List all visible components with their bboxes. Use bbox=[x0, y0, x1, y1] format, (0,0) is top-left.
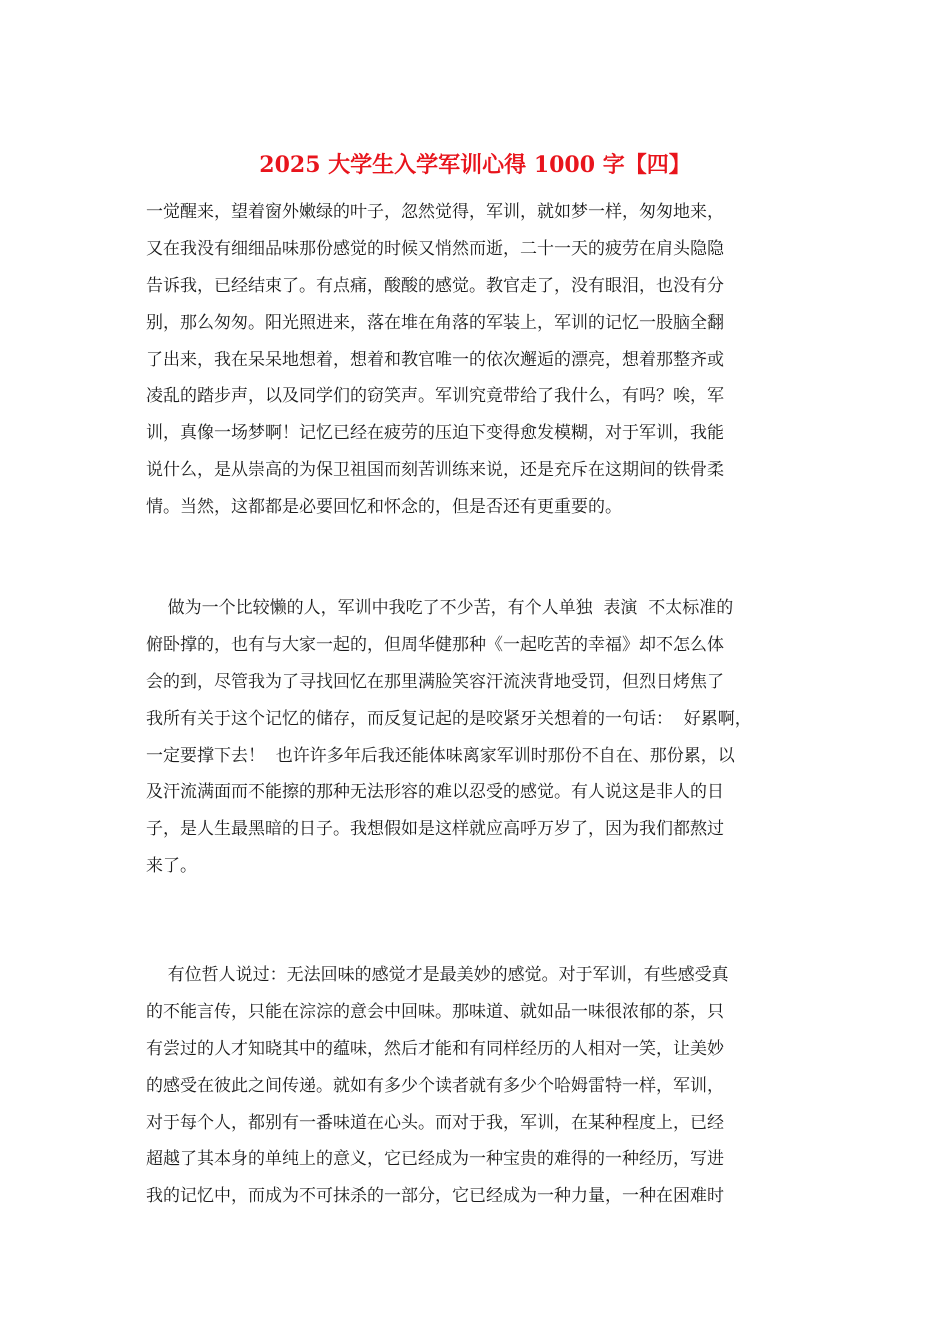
text-line: 训，真像一场梦啊！记忆已经在疲劳的压迫下变得愈发模糊，对于军训，我能 bbox=[146, 423, 724, 444]
text-line: 有尝过的人才知晓其中的蕴味，然后才能和有同样经历的人相对一笑，让美妙 bbox=[146, 1038, 724, 1059]
paragraph-2 bbox=[146, 590, 806, 885]
text-line: 及汗流满面而不能擦的那种无法形容的难以忍受的感觉。有人说这是非人的日 bbox=[146, 782, 724, 803]
text-line: 做为一个比较懒的人，军训中我吃了不少苦，有个人单独 表演 不太标准的 bbox=[146, 598, 734, 618]
text-line: 子，是人生最黑暗的日子。我想假如是这样就应高呼万岁了，因为我们都熬过 bbox=[146, 819, 724, 840]
paragraph-1 bbox=[146, 194, 806, 526]
text-line: 别，那么匆匆。阳光照进来，落在堆在角落的军装上，军训的记忆一股脑全翻 bbox=[146, 312, 724, 333]
text-line: 我所有关于这个记忆的储存，而反复记起的是咬紧牙关想着的一句话： 好累啊， bbox=[146, 708, 752, 729]
text-line: 告诉我，已经结束了。有点痛，酸酸的感觉。教官走了，没有眼泪，也没有分 bbox=[146, 275, 724, 296]
text-line: 凌乱的踏步声，以及同学们的窃笑声。军训究竟带给了我什么，有吗？唉，军 bbox=[146, 386, 724, 407]
paragraph-3 bbox=[146, 957, 806, 1215]
text-line: 超越了其本身的单纯上的意义，它已经成为一种宝贵的难得的一种经历，写进 bbox=[146, 1149, 724, 1170]
text-line: 一定要撑下去！ 也许许多年后我还能体味离家军训时那份不自在、那份累，以 bbox=[146, 745, 735, 766]
document-title: 2025 大学生入学军训心得 1000 字【四】 bbox=[259, 152, 691, 178]
text-line: 有位哲人说过：无法回味的感觉才是最美妙的感觉。对于军训，有些感受真 bbox=[146, 965, 729, 985]
text-line: 一觉醒来，望着窗外嫩绿的叶子，忽然觉得，军训，就如梦一样，匆匆地来， bbox=[146, 202, 724, 222]
text-line: 的不能言传，只能在淙淙的意会中回味。那味道、就如品一味很浓郁的茶，只 bbox=[146, 1001, 724, 1022]
text-line: 说什么，是从崇高的为保卫祖国而刻苦训练来说，还是充斥在这期间的铁骨柔 bbox=[146, 460, 724, 481]
text-line: 情。当然，这都都是必要回忆和怀念的，但是否还有更重要的。 bbox=[146, 497, 622, 518]
text-line: 会的到，尽管我为了寻找回忆在那里满脸笑容汗流浃背地受罚，但烈日烤焦了 bbox=[146, 671, 724, 692]
text-line: 对于每个人，都别有一番味道在心头。而对于我，军训，在某种程度上，已经 bbox=[146, 1112, 724, 1133]
text-line: 的感受在彼此之间传递。就如有多少个读者就有多少个哈姆雷特一样，军训， bbox=[146, 1075, 724, 1096]
text-line: 来了。 bbox=[146, 856, 197, 877]
text-line: 我的记忆中，而成为不可抹杀的一部分，它已经成为一种力量，一种在困难时 bbox=[146, 1186, 724, 1207]
text-line: 了出来，我在呆呆地想着，想着和教官唯一的依次邂逅的漂亮，想着那整齐或 bbox=[146, 349, 724, 370]
text-line: 俯卧撑的，也有与大家一起的，但周华健那种《一起吃苦的幸福》却不怎么体 bbox=[146, 634, 724, 655]
text-line: 又在我没有细细品味那份感觉的时候又悄然而逝，二十一天的疲劳在肩头隐隐 bbox=[146, 238, 724, 259]
